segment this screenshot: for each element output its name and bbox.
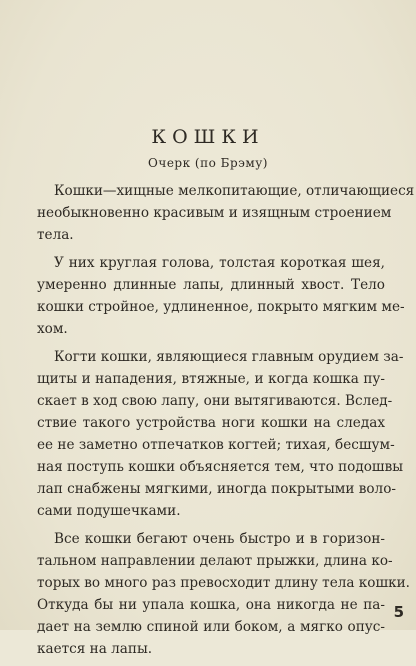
page-subtitle: Очерк (по Брэму)	[148, 156, 268, 170]
text-line: ствие такого устройства ноги кошки на следах	[37, 415, 385, 431]
paragraph-3	[37, 346, 404, 522]
text-line: ная поступь кошки объясняется тем, что подошвы	[37, 459, 404, 475]
text-line: Откуда бы ни упала кошка, она никогда не па-	[37, 597, 385, 613]
text-line: лап снабжены мягкими, иногда покрытыми воло-	[37, 481, 396, 497]
body-text	[37, 180, 415, 666]
text-line: хом.	[37, 321, 68, 337]
text-line: Когти кошки, являющиеся главным орудием за-	[54, 349, 404, 365]
text-line: кошки стройное, удлиненное, покрыто мягким ме-	[37, 299, 405, 315]
text-line: кается на лапы.	[37, 641, 153, 657]
text-line: ее не заметно отпечатков когтей; тихая, бесшум-	[37, 437, 395, 453]
text-line: щиты и нападения, втяжные, и когда кошка пу-	[37, 371, 385, 387]
text-line: дает на землю спиной или боком, а мягко опус-	[37, 619, 385, 635]
text-line: торых во много раз превосходит длину тела кошки.	[37, 575, 411, 591]
text-line: Кошки—хищные мелкопитающие, отличающиеся	[54, 183, 415, 199]
paragraph-1	[37, 180, 415, 246]
text-line: У них круглая голова, толстая короткая шея,	[54, 255, 385, 271]
page-number: 5	[393, 603, 404, 621]
text-line: тальном направлении делают прыжки, длина ко-	[37, 553, 393, 569]
page-title: КОШКИ	[151, 126, 265, 148]
text-line: необыкновенно красивым и изящным строением	[37, 205, 392, 221]
text-line: сами подушечками.	[37, 503, 181, 519]
text-line: тела.	[37, 227, 74, 243]
text-line: Все кошки бегают очень быстро и в горизон-	[54, 531, 385, 547]
paragraph-2	[37, 252, 405, 340]
paragraph-4	[37, 528, 411, 660]
text-line: умеренно длинные лапы, длинный хвост. Тело	[37, 277, 385, 293]
text-line: скает в ход свою лапу, они вытягиваются. Вслед-	[37, 393, 393, 409]
